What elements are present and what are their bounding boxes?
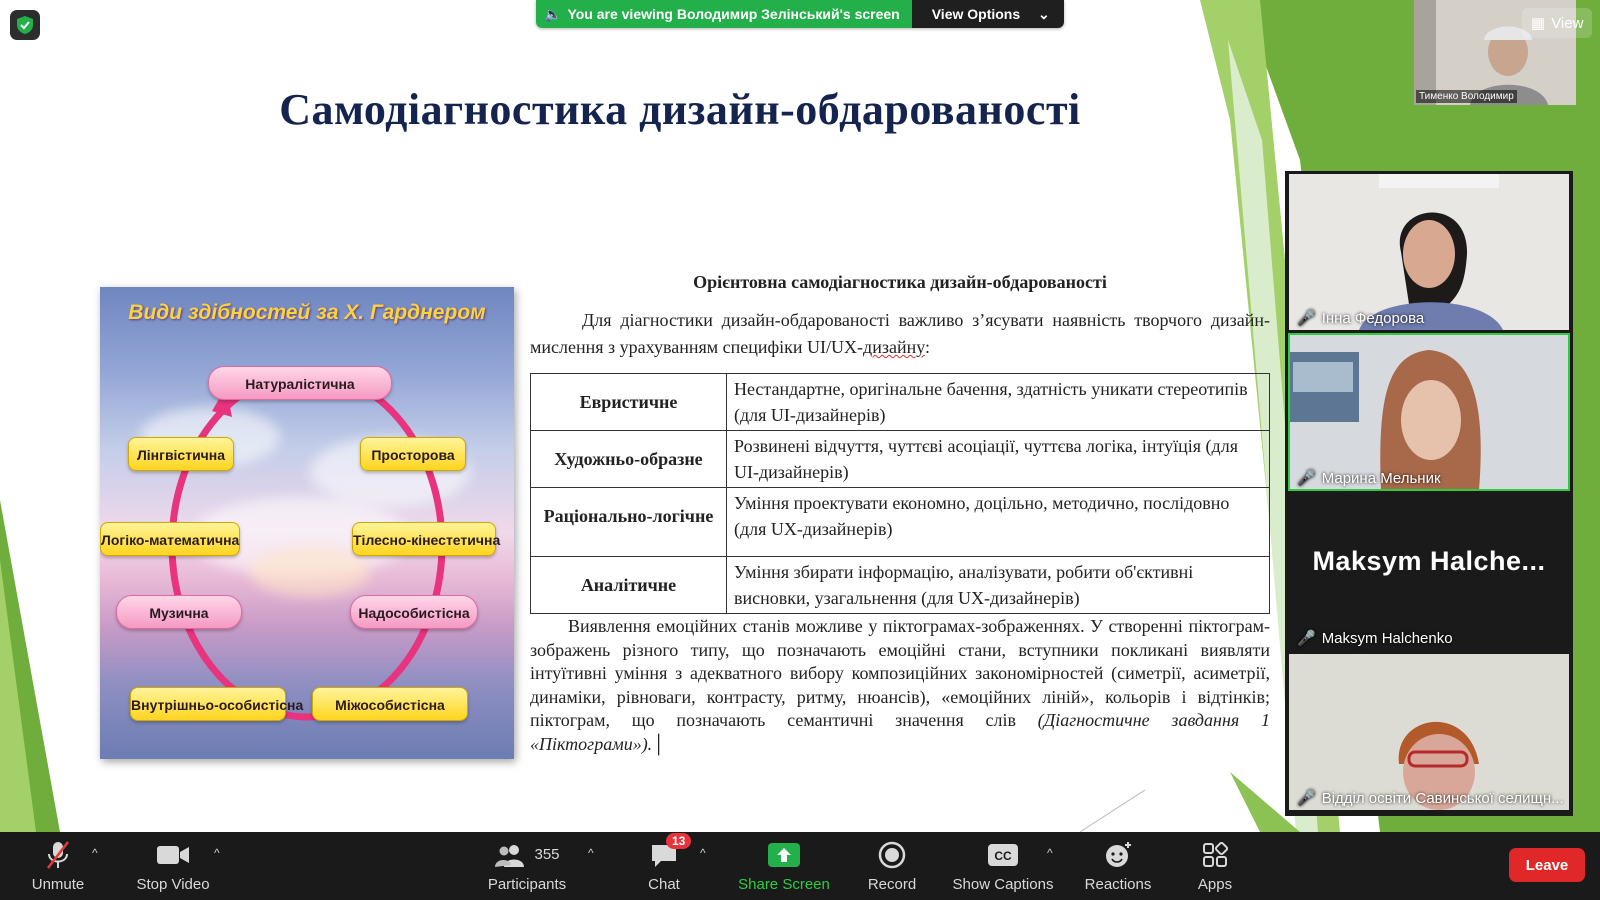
muted-mic-icon: 🎤 [1297,790,1316,807]
apps-button[interactable]: Apps [1182,832,1248,900]
apps-icon [1202,840,1228,870]
self-view-name: Тименко Володимир [1416,90,1517,103]
table-cell-key: Аналітичне [531,557,727,614]
table-row [531,557,1270,614]
table-row [531,488,1270,557]
video-camera-icon [156,840,190,870]
gardner-interpersonal: Міжособистісна [312,687,468,721]
participants-options-caret[interactable]: ^ [588,846,594,860]
table-cell-key: Раціонально-логічне [531,488,727,557]
chat-options-caret[interactable]: ^ [700,846,706,860]
participant-video [1289,654,1569,810]
slide-document [530,272,1270,756]
participant-tile[interactable]: 🎤 Марина Мельник [1289,334,1569,490]
participant-display-name: Maksym Halche... [1312,546,1546,576]
gardner-title: Види здібностей за Х. Гарднером [128,301,486,324]
table-row [531,374,1270,431]
captions-cc-icon [987,840,1019,870]
gardner-spatial: Просторова [360,437,466,471]
table-cell-value: Розвинені відчуття, чуттєві асоціації, чуттєва логіка, інтуїція (для UI-дизайнерів) [727,431,1270,488]
record-icon [878,840,906,870]
captions-options-caret[interactable]: ^ [1047,846,1053,860]
participant-video [1289,334,1569,490]
participants-button[interactable]: 355 Participants [482,832,572,900]
gardner-naturalist: Натуралістична [208,366,392,400]
chat-button[interactable]: 13 Chat [632,832,696,900]
gardner-intrapersonal: Внутрішньо-особистісна [130,687,286,721]
table-cell-value: Уміння проектувати економно, доцільно, методично, послідовно (для UX-дизайнерів) [727,488,1270,557]
participant-tile[interactable]: Maksym Halche... 🎤 Maksym Halchenko [1289,494,1569,650]
show-captions-button[interactable]: CC Show Captions [950,832,1056,900]
muted-mic-icon: 🎤 [1297,310,1316,327]
participant-video [1289,174,1569,330]
speaker-icon: 🔈 [544,5,562,22]
muted-mic-icon: 🎤 [1297,630,1316,647]
audio-options-caret[interactable]: ^ [92,846,98,860]
doc-paragraph: Виявлення емоційних станів можливе у піктограмах-зображеннях. У створенні піктограм-зображень різного типу, що позначають емоційні стани, вступники покликані виявляти інтуїтивні уміння з адекватного вибору композиційних закономірностей (симетрії, асиметрії, динаміки, рівноваги, контрасту, ритму, нюансів), «емоційних ліній», кольорів і відтінків; піктограм, що позначають семантичні значення слів (Діагностичне завдання 1 «Піктограми»).│ [530,616,1270,754]
doc-intro: Для діагностики дизайн-обдарованості важливо з’ясувати наявність творчого дизайн-мислення з урахуванням специфіки UI/UX-дизайну: [530,310,1270,357]
table-row [531,431,1270,488]
share-screen-button[interactable]: Share Screen [734,832,834,900]
doc-heading: Орієнтовна самодіагностика дизайн-обдарованості [693,272,1107,292]
unmute-button[interactable]: Unmute [22,832,94,900]
view-button[interactable]: ▦ View [1522,8,1592,38]
table-cell-key: Евристичне [531,374,727,431]
stop-video-button[interactable]: Stop Video [130,832,216,900]
table-cell-value: Уміння збирати інформацію, аналізувати, робити об'єктивні висновки, узагальнення (для UX-дизайнерів) [727,557,1270,614]
gardner-logical: Логіко-математична [100,522,240,556]
share-screen-icon [767,840,801,870]
chevron-down-icon: ⌄ [1037,5,1050,22]
screen-share-banner [536,0,1064,28]
table-cell-value: Нестандартне, оригінальне бачення, здатність уникати стереотипів (для UI-дизайнерів) [727,374,1270,431]
meeting-toolbar [0,832,1600,900]
gardner-musical: Музична [116,595,242,629]
gardner-super: Надособистісна [350,595,478,629]
gardner-linguistic: Лінгвістична [128,437,234,471]
viewing-indicator: 🔈 You are viewing Володимир Зелінський's screen [536,0,912,28]
thinking-types-table [530,373,1270,614]
chat-unread-badge: 13 [666,833,691,849]
reactions-button[interactable]: Reactions [1078,832,1158,900]
view-options-button[interactable]: View Options ⌄ [912,0,1064,28]
leave-button[interactable]: Leave [1509,848,1585,882]
security-shield-icon[interactable] [10,10,40,40]
reactions-smiley-icon [1103,840,1133,870]
gardner-diagram-image [100,287,514,759]
slide-title: Самодіагностика дизайн-обдарованості [279,85,1081,134]
record-button[interactable]: Record [858,832,926,900]
video-options-caret[interactable]: ^ [214,846,220,860]
muted-microphone-icon [44,840,72,870]
participants-count: 355 [534,846,560,863]
participant-tile[interactable]: 🎤 Відділ освіти Савинської селищн... [1289,654,1569,810]
muted-mic-icon: 🎤 [1297,470,1316,487]
table-cell-key: Художньо-образне [531,431,727,488]
participants-gallery [1285,171,1573,816]
svg-text:CC: CC [994,848,1012,863]
participants-icon [494,840,559,870]
participant-tile[interactable]: 🎤 Інна Федорова [1289,174,1569,330]
grid-icon: ▦ [1531,15,1546,32]
gardner-bodily: Тілесно-кінестетична [352,522,496,556]
